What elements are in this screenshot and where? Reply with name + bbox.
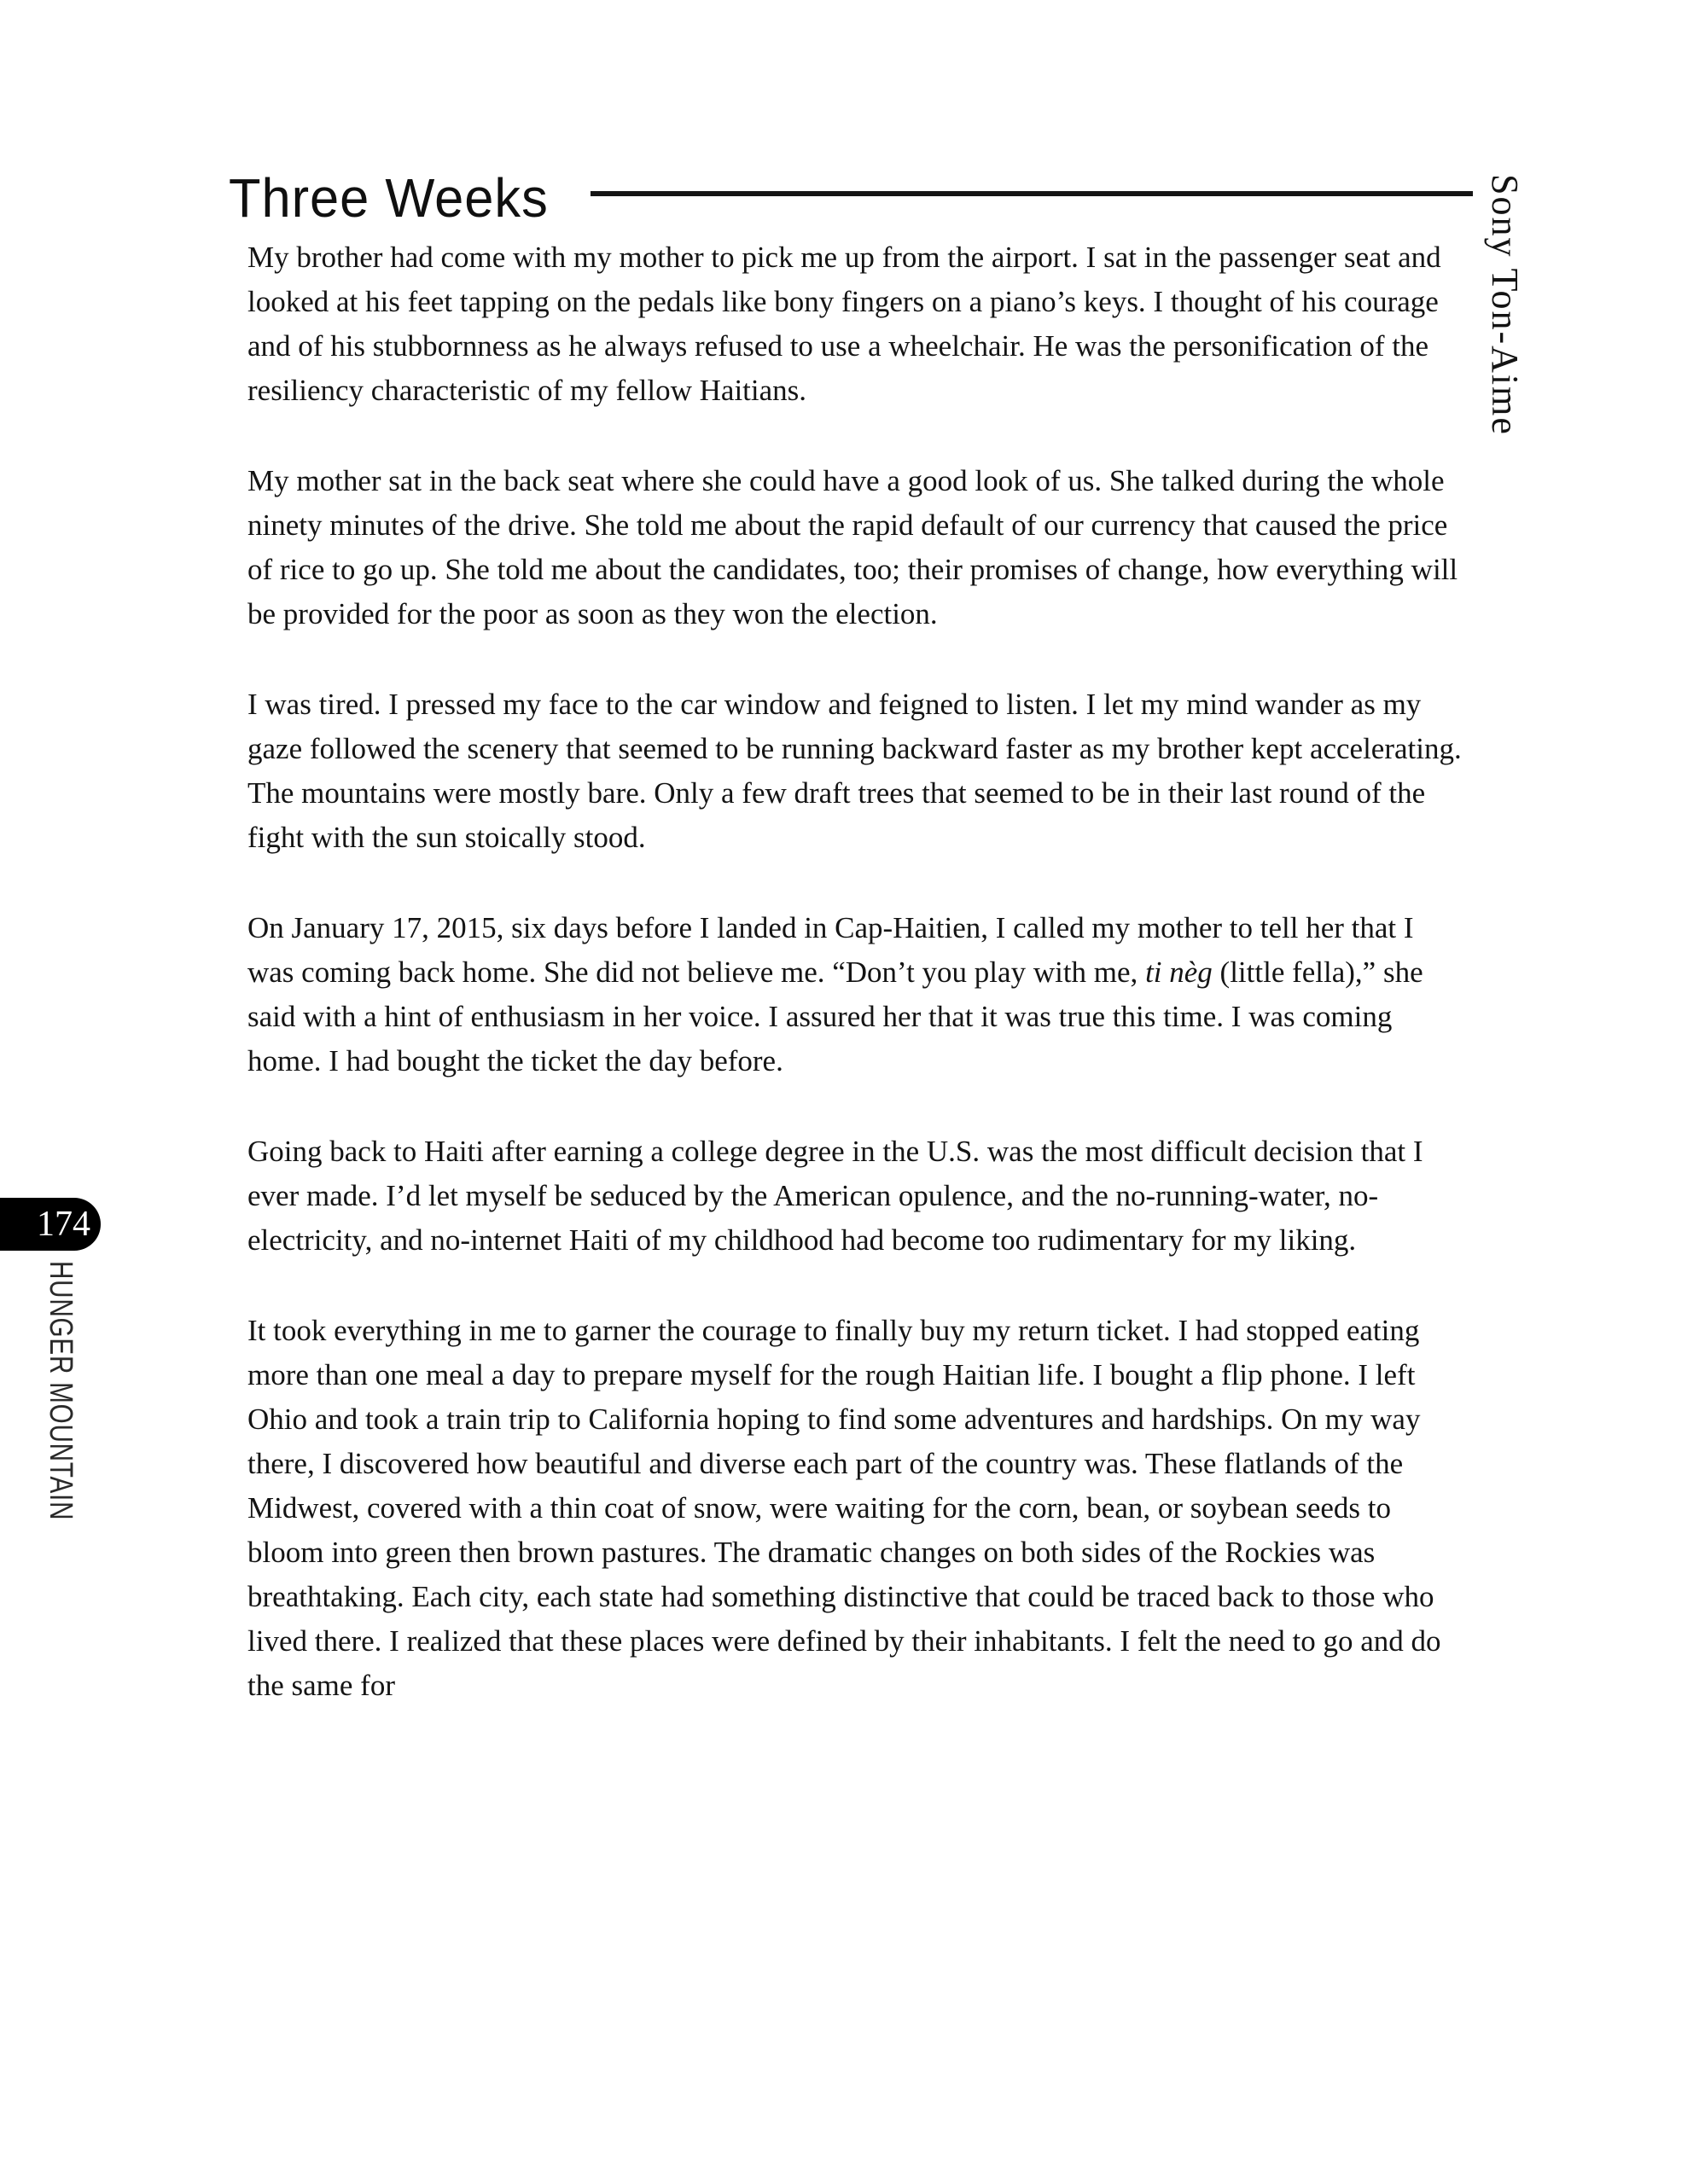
story-text [247,235,1466,1754]
paragraph-4-pre: On January 17, 2015, six days before I landed in Cap-Haitien, I called my mother to tell her that I was coming back home. She did not believe me. “Don’t you play with me, [247,911,1414,989]
paragraph-2: My mother sat in the back seat where she could have a good look of us. She talked during the whole ninety minutes of the drive. She told me about the rapid default of our currency that caused the price of rice to go up. She told me about the candidates, too; their promises of change, how everything will be provided for the poor as soon as they won the election. [247,464,1458,630]
title-row [229,167,1473,229]
paragraph-5: Going back to Haiti after earning a college degree in the U.S. was the most difficult decision that I ever made. I’d let myself be seduced by the American opulence, and the no-running-water, no-electricity, and no-internet Haiti of my childhood had become too rudimentary for my liking. [247,1135,1423,1257]
page-number: 174 [37,1205,90,1244]
page-number-badge [0,1198,101,1251]
paragraph-3: I was tired. I pressed my face to the car window and feigned to listen. I let my mind wander as my gaze followed the scenery that seemed to be running backward faster as my brother kept accelerating. The mountains were mostly bare. Only a few draft trees that seemed to be in their last round of the fight with the sun stoically stood. [247,688,1462,854]
creole-phrase: ti nèg [1145,956,1213,989]
paragraph-4-post: (little fella),” she said with a hint of enthusiasm in her voice. I assured her that it was true this time. I was coming home. I had bought the ticket the day before. [247,956,1423,1077]
paragraph-4 [247,906,1466,1083]
journal-name: HUNGER MOUNTAIN [43,1261,79,1521]
title-rule [591,191,1473,196]
page-title: Three Weeks [229,167,549,229]
paragraph-6: It took everything in me to garner the courage to finally buy my return ticket. I had stopped eating more than one meal a day to prepare myself for the rough Haitian life. I bought a flip phone. I left Ohio and took a train trip to California hoping to find some adventures and hardships. On my way there, I discovered how beautiful and diverse each part of the country was. These flatlands of the Midwest, covered with a thin coat of snow, were waiting for the corn, bean, or soybean seeds to bloom into green then brown pastures. The dramatic changes on both sides of the Rockies was breathtaking. Each city, each state had something distinctive that could be traced back to those who lived there. I realized that these places were defined by their inhabitants. I felt the need to go and do the same for [247,1314,1441,1702]
author-name: Sony Ton-Aime [1484,174,1526,436]
paragraph-1: My brother had come with my mother to pick me up from the airport. I sat in the passenger seat and looked at his feet tapping on the pedals like bony fingers on a piano’s keys. I thought of his courage and of his stubbornness as he always refused to use a wheelchair. He was the personification of the resiliency characteristic of my fellow Haitians. [247,241,1441,407]
